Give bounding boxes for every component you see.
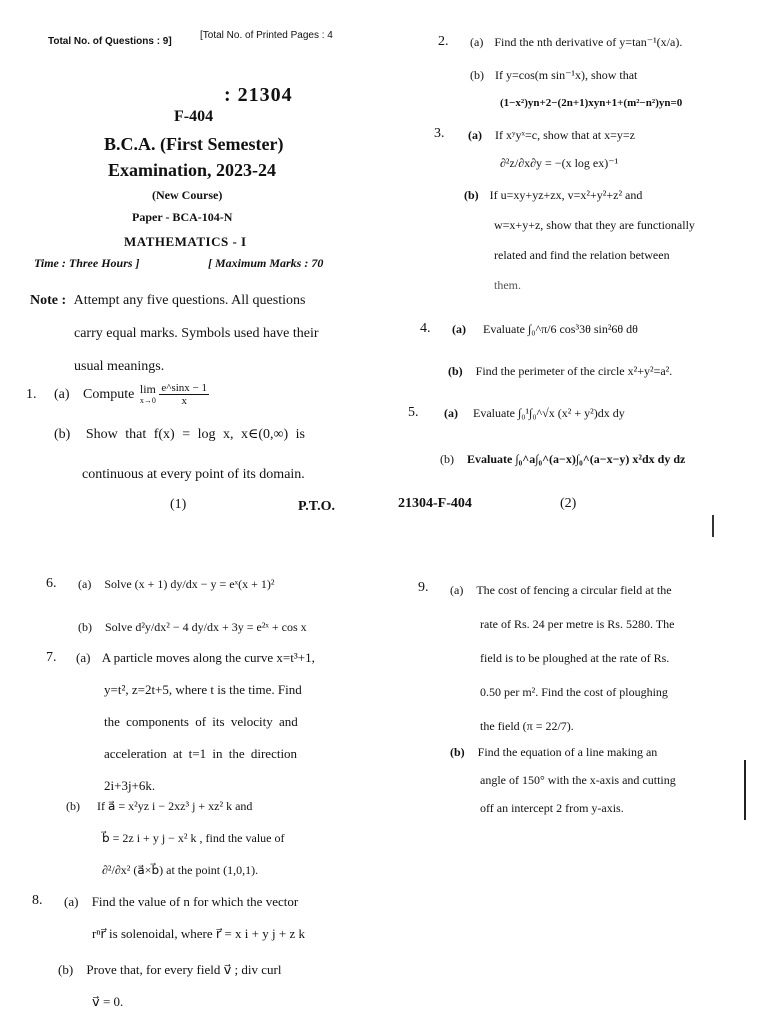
q2b-line-1: If y=cos(m sin⁻¹x), show that: [495, 68, 638, 82]
page-2-code: 21304-F-404: [398, 496, 472, 511]
q1b-label: (b): [54, 427, 71, 442]
q5a: [444, 398, 625, 428]
q4b-label: (b): [448, 364, 463, 378]
page-2-number: (2): [560, 496, 577, 511]
q2-number: 2.: [438, 34, 449, 49]
note-line-3: usual meanings.: [74, 359, 165, 374]
q1a-denominator: x: [181, 395, 187, 408]
q1a-label: (a): [54, 387, 70, 402]
q7a-line-2: y=t², z=2t+5, where t is the time. Find: [104, 682, 302, 697]
q8b-line-1: Prove that, for every field v⃗ ; div curl: [86, 962, 282, 977]
q2b-label: (b): [470, 68, 484, 82]
q1a-fraction: [159, 382, 209, 407]
subject-title: MATHEMATICS - I: [124, 234, 247, 249]
total-questions: Total No. of Questions : 9]: [48, 36, 172, 47]
q9b-line-1: Find the equation of a line making an: [477, 745, 658, 759]
roll-code: : 21304: [224, 84, 293, 106]
q6a: [78, 569, 274, 599]
q9-number: 9.: [418, 580, 429, 595]
q8a-line-1: Find the value of n for which the vector: [91, 894, 299, 909]
q1a-text: Compute: [83, 387, 135, 402]
q7a-label: (a): [76, 650, 91, 665]
q4-number: 4.: [420, 321, 431, 336]
q9b: [450, 738, 740, 822]
q1a: [54, 380, 209, 410]
q9b-line-2: angle of 150° with the x-axis and cutting: [480, 773, 676, 787]
q4b: [448, 356, 672, 386]
q4b-text: Find the perimeter of the circle x²+y²=a².: [475, 364, 673, 378]
q7a-line-3: the components of its velocity and: [104, 714, 298, 729]
margin-mark: [712, 515, 714, 537]
q2a-text: Find the nth derivative of y=tan⁻¹(x/a).: [494, 35, 683, 49]
q5b-label: (b): [440, 452, 454, 466]
q6-number: 6.: [46, 576, 57, 591]
q9a-line-4: 0.50 per m². Find the cost of ploughing: [480, 685, 668, 699]
q6a-label: (a): [78, 577, 92, 591]
q9b-label: (b): [450, 745, 465, 759]
course-title: B.C.A. (First Semester): [104, 134, 284, 154]
q3b-label: (b): [464, 188, 479, 202]
q3b: [464, 180, 744, 300]
q8a: [64, 886, 364, 950]
max-marks: [ Maximum Marks : 70: [208, 256, 324, 270]
q1a-lim-sub: x→0: [139, 395, 156, 405]
q8b-line-2: v⃗ = 0.: [92, 994, 124, 1009]
page-1-number: (1): [170, 497, 187, 512]
q9a-line-5: the field (π = 22/7).: [480, 719, 574, 733]
q3a: [468, 120, 635, 150]
q3b-line-4: them.: [494, 278, 521, 292]
q9b-line-3: off an intercept 2 from y-axis.: [480, 801, 624, 815]
q9a-label: (a): [450, 583, 464, 597]
note-line-2: carry equal marks. Symbols used have their: [74, 326, 319, 341]
paper-code: F-404: [174, 108, 214, 125]
q3b-line-2: w=x+y+z, show that they are functionally: [494, 218, 695, 232]
q6b: [78, 612, 307, 642]
q7a-line-1: A particle moves along the curve x=t³+1,: [101, 650, 315, 665]
q4a: [452, 314, 638, 344]
q9a-line-2: rate of Rs. 24 per metre is Rs. 5280. The: [480, 617, 675, 631]
q3-number: 3.: [434, 126, 445, 141]
q9a-line-1: The cost of fencing a circular field at the: [476, 583, 672, 597]
q3a-label: (a): [468, 128, 482, 142]
exam-title: Examination, 2023-24: [108, 160, 277, 180]
q5b: [440, 444, 685, 474]
q7b-line-1: If a⃗ = x²yz i − 2xz³ j + xz² k and: [97, 799, 253, 813]
q8-number: 8.: [32, 893, 43, 908]
q7-number: 7.: [46, 650, 57, 665]
q3b-line-1: If u=xy+yz+zx, v=x²+y²+z² and: [489, 188, 643, 202]
q7a-line-5: 2i+3j+6k.: [104, 778, 156, 793]
q3b-line-3: related and find the relation between: [494, 248, 670, 262]
margin-line: [744, 760, 746, 820]
q2b: [470, 60, 637, 90]
q9a-line-3: field is to be ploughed at the rate of Rs.: [480, 651, 670, 665]
q7a: [76, 642, 366, 802]
course-type: (New Course): [152, 188, 223, 202]
q6b-text: Solve d²y/dx² − 4 dy/dx + 3y = e²ˣ + cos x: [105, 620, 307, 634]
q1b-line-2: continuous at every point of its domain.: [82, 467, 305, 482]
q4a-text: Evaluate ∫₀^π/6 cos³3θ sin²6θ dθ: [483, 322, 638, 336]
q3a-line-1: If xʸyˣ=c, show that at x=y=z: [495, 128, 635, 142]
note-label: Note :: [30, 293, 67, 308]
q3a-line-2: ∂²z/∂x∂y = −(x log ex)⁻¹: [500, 156, 619, 170]
time-label: Time : Three Hours ]: [34, 256, 140, 270]
q7b-line-2: b⃗ = 2z i + y j − x² k , find the value of: [102, 831, 285, 845]
q8a-label: (a): [64, 894, 79, 909]
total-pages: [Total No. of Printed Pages : 4: [200, 30, 333, 41]
q7b-label: (b): [66, 799, 80, 813]
q5-number: 5.: [408, 405, 419, 420]
pto-label: P.T.O.: [298, 499, 335, 514]
q5b-text: Evaluate ∫₀^a∫₀^(a−x)∫₀^(a−x−y) x²dx dy dz: [467, 452, 686, 466]
q1b: [54, 420, 354, 490]
q8a-line-2: rⁿr⃗ is solenoidal, where r⃗ = x i + y j + z k: [92, 926, 305, 941]
q6b-label: (b): [78, 620, 92, 634]
q5a-text: Evaluate ∫₀¹∫₀^√x (x² + y²)dx dy: [473, 406, 625, 420]
q2b-line-2: (1−x²)yn+2−(2n+1)xyn+1+(m²−n²)yn=0: [500, 97, 683, 109]
q7b: [66, 790, 366, 886]
q1a-lim: lim: [139, 381, 156, 396]
note-block: [30, 284, 360, 383]
q1b-line-1: Show that f(x) = log x, x∈(0,∞) is: [85, 427, 305, 442]
q8b: [58, 954, 358, 1018]
q7a-line-4: acceleration at t=1 in the direction: [104, 746, 298, 761]
q7b-line-3: ∂²/∂x² (a⃗×b⃗) at the point (1,0,1).: [102, 863, 259, 877]
q6a-text: Solve (x + 1) dy/dx − y = eˣ(x + 1)²: [104, 577, 275, 591]
q8b-label: (b): [58, 962, 74, 977]
q2a: [470, 27, 682, 57]
paper-name: Paper - BCA-104-N: [132, 210, 233, 224]
q1-number: 1.: [26, 387, 37, 402]
q2a-label: (a): [470, 35, 484, 49]
note-line-1: Attempt any five questions. All questions: [73, 293, 306, 308]
q9a: [450, 573, 750, 743]
q4a-label: (a): [452, 322, 466, 336]
q1a-numerator: e^sinx − 1: [161, 382, 207, 395]
q5a-label: (a): [444, 406, 458, 420]
